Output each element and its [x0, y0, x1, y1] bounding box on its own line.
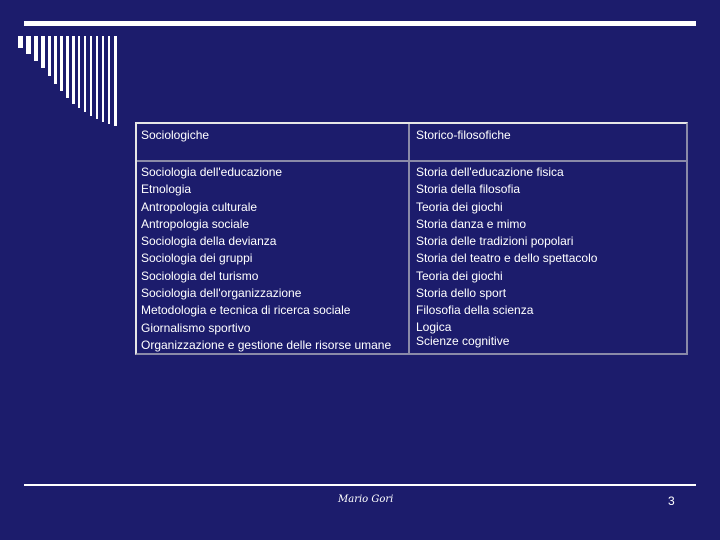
bar-4: [41, 36, 45, 68]
column-sociologiche: [141, 164, 391, 354]
list-item: Organizzazione e gestione delle risorse umane: [141, 337, 392, 352]
list-item: Sociologia dell'educazione: [141, 165, 283, 179]
bar-16: [114, 36, 117, 126]
header-sociologiche: Sociologiche: [141, 128, 210, 142]
list-item: Storia del teatro e dello spettacolo: [416, 251, 598, 266]
list-item: Storia delle tradizioni popolari: [416, 234, 574, 249]
footer-author: Mario Gori: [338, 494, 394, 505]
list-item: Logica: [416, 319, 452, 334]
page-number: 3: [668, 494, 675, 508]
list-item: Antropologia culturale: [141, 199, 258, 214]
bar-12: [90, 36, 92, 116]
list-item: Sociologia del turismo: [141, 268, 259, 283]
bar-3: [34, 36, 38, 61]
list-item: Antropologia sociale: [141, 216, 250, 231]
bar-9: [72, 36, 75, 104]
list-item: Sociologia dell'organizzazione: [141, 286, 302, 301]
list-item: Storia della filosofia: [416, 182, 521, 197]
list-item: Sociologia dei gruppi: [141, 251, 253, 266]
list-item: Etnologia: [141, 182, 192, 197]
bar-14: [102, 36, 104, 122]
header-storico-filosofiche: Storico-filosofiche: [416, 128, 511, 142]
bar-15: [108, 36, 110, 124]
footer-rule: [24, 484, 696, 486]
bar-7: [60, 36, 63, 91]
bar-10: [78, 36, 80, 108]
bar-2: [26, 36, 31, 54]
list-item: Giornalismo sportivo: [141, 320, 251, 335]
column-storico-filosofiche: [416, 164, 597, 348]
list-item: Storia dello sport: [416, 286, 507, 301]
header-divider: [137, 160, 686, 162]
list-item: Sociologia della devianza: [141, 234, 277, 249]
list-item: Scienze cognitive: [416, 333, 510, 348]
top-rule: [24, 21, 696, 26]
decorative-bars: [16, 36, 120, 126]
disciplines-table: [135, 122, 688, 355]
list-item: Teoria dei giochi: [416, 268, 503, 283]
list-item: Storia dell'educazione fisica: [416, 165, 564, 179]
bar-5: [48, 36, 51, 76]
list-item: Metodologia e tecnica di ricerca sociale: [141, 303, 351, 318]
list-item: Teoria dei giochi: [416, 199, 503, 214]
bar-6: [54, 36, 57, 84]
list-item: Filosofia della scienza: [416, 303, 534, 318]
bar-11: [84, 36, 86, 112]
bar-13: [96, 36, 98, 119]
list-item: Storia danza e mimo: [416, 216, 527, 231]
bar-8: [66, 36, 69, 98]
column-divider: [408, 124, 410, 353]
bar-1: [18, 36, 23, 48]
